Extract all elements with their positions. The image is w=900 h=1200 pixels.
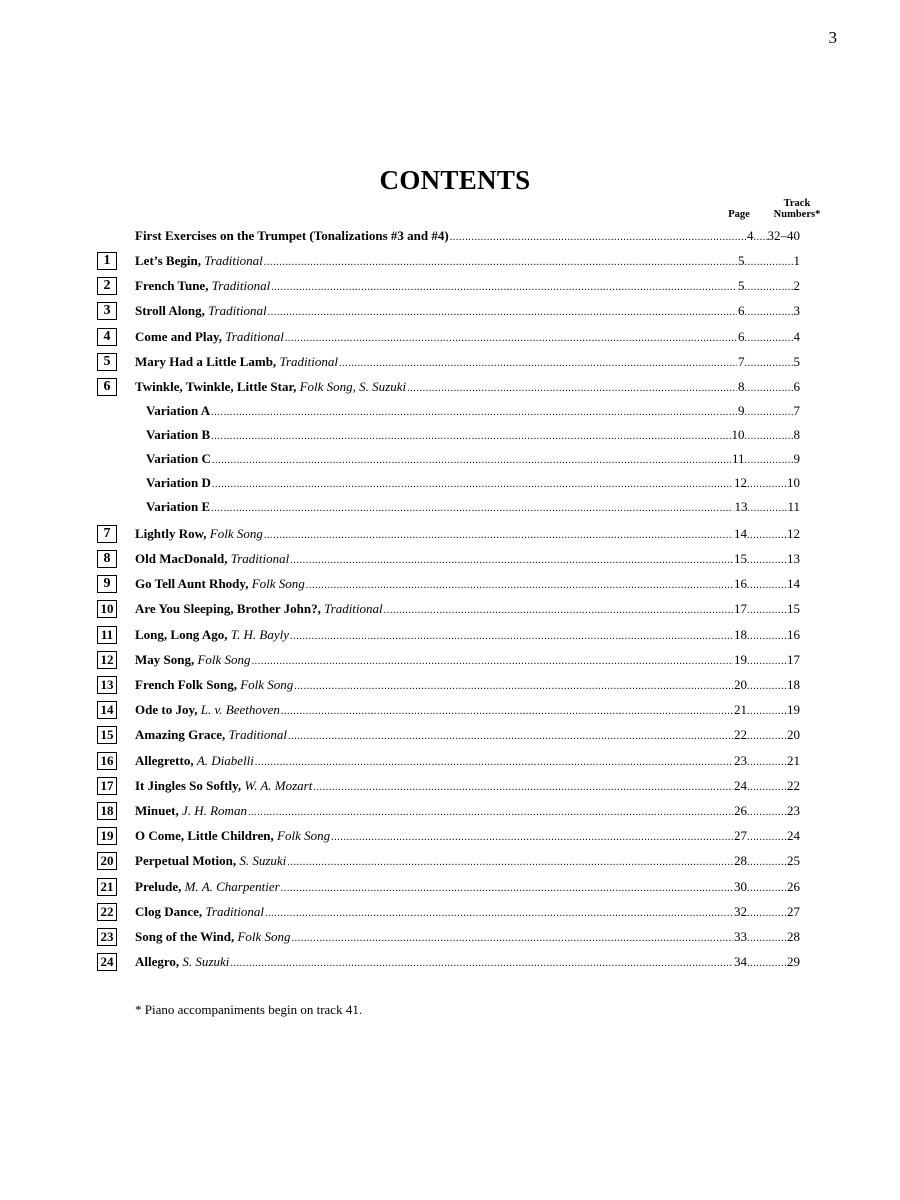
entry-composer: Traditional <box>200 253 263 268</box>
dot-leader <box>281 702 733 718</box>
dot-leader <box>745 451 794 467</box>
entry-track: 18 <box>787 677 800 692</box>
toc-entry <box>0 927 900 947</box>
entry-page: 8 <box>738 379 745 394</box>
entry-number-box: 16 <box>97 752 117 770</box>
entry-line <box>135 879 800 895</box>
entry-number-box: 11 <box>97 626 117 644</box>
toc-entry <box>0 675 900 695</box>
entry-line <box>135 303 800 319</box>
entry-number-box: 13 <box>97 676 117 694</box>
entry-composer: Folk Song <box>236 677 294 692</box>
entry-track: 20 <box>787 727 800 743</box>
toc-entry <box>0 377 900 397</box>
dot-leader <box>747 753 787 769</box>
entry-track: 11 <box>787 499 800 514</box>
track-header-line2: Numbers* <box>773 209 821 220</box>
entry-line <box>146 403 800 419</box>
entry-number-box: 18 <box>97 802 117 820</box>
entry-title: French Tune, <box>135 278 209 294</box>
dot-leader <box>747 778 787 794</box>
dot-leader <box>287 853 733 869</box>
entry-track: 25 <box>787 853 800 869</box>
entry-composer: Folk Song <box>206 525 263 541</box>
entry-composer: Folk Song <box>234 929 291 944</box>
entry-track: 14 <box>787 576 800 592</box>
entry-composer: Traditional <box>320 601 383 617</box>
dot-leader <box>407 379 737 395</box>
entry-line <box>135 677 800 693</box>
entry-composer: S. Suzuki <box>236 853 287 869</box>
entry-number-box: 15 <box>97 726 117 744</box>
dot-leader <box>211 427 730 443</box>
entry-page: 16 <box>734 576 747 592</box>
entry-line <box>135 652 800 668</box>
entry-page: 23 <box>734 752 747 768</box>
toc-entry <box>0 549 900 569</box>
dot-leader <box>252 652 733 668</box>
entry-track: 23 <box>787 803 800 818</box>
entry-number-box: 10 <box>97 600 117 618</box>
entry-composer: Folk Song, S. Suzuki <box>296 379 407 394</box>
entry-number-box: 4 <box>97 328 117 346</box>
toc-entry <box>0 449 900 469</box>
entry-title: Variation C <box>146 451 211 466</box>
entry-composer: Folk Song <box>194 651 251 667</box>
dot-leader <box>745 354 794 370</box>
entry-track: 6 <box>793 379 800 394</box>
entry-page: 28 <box>734 853 747 869</box>
entry-composer: W. A. Mozart <box>241 777 313 793</box>
entry-page: 7 <box>738 353 745 369</box>
toc-entry <box>0 902 900 922</box>
toc-entry <box>0 776 900 796</box>
entry-page: 19 <box>734 651 747 667</box>
entry-page: 5 <box>738 253 745 268</box>
entry-composer: Traditional <box>276 353 338 369</box>
dot-leader <box>747 954 787 970</box>
entry-title: Variation A <box>146 403 211 418</box>
entry-title: Amazing Grace, <box>135 727 226 743</box>
toc-entry <box>0 751 900 771</box>
entry-title: Prelude, <box>135 878 182 894</box>
dot-leader <box>212 451 731 467</box>
dot-leader <box>288 727 733 743</box>
toc-entry <box>0 599 900 619</box>
page-number: 3 <box>828 28 837 47</box>
dot-leader <box>264 253 737 269</box>
toc-entry <box>0 352 900 372</box>
dot-leader <box>384 601 733 617</box>
dot-leader <box>747 551 787 567</box>
dot-leader <box>754 228 768 244</box>
entry-number-box: 5 <box>97 353 117 371</box>
dot-leader <box>747 475 787 491</box>
dot-leader <box>211 499 733 515</box>
entry-title: Long, Long Ago, <box>135 626 228 642</box>
dot-leader <box>747 879 787 895</box>
entry-title: Variation B <box>146 427 211 442</box>
entry-line <box>146 451 800 467</box>
entry-line <box>135 551 800 567</box>
entry-track: 19 <box>787 702 800 718</box>
entry-title: Go Tell Aunt Rhody, <box>135 576 249 592</box>
entry-number-box: 6 <box>97 378 117 396</box>
entry-page: 15 <box>734 551 747 566</box>
entry-title: Are You Sleeping, Brother John?, <box>135 601 321 617</box>
entry-composer: Folk Song <box>248 576 305 592</box>
toc-entry <box>0 952 900 972</box>
entry-number-box: 1 <box>97 252 117 270</box>
entry-page: 33 <box>734 929 747 944</box>
entry-line <box>135 354 800 370</box>
dot-leader <box>212 475 733 491</box>
toc-entry <box>0 574 900 594</box>
entry-number-box: 22 <box>97 903 117 921</box>
dot-leader <box>211 403 737 419</box>
entry-track: 29 <box>787 954 800 970</box>
toc-entry <box>0 700 900 720</box>
entry-track: 5 <box>793 353 800 369</box>
dot-leader <box>747 601 787 617</box>
entry-title: Minuet, <box>135 803 179 818</box>
entry-number-box: 19 <box>97 827 117 845</box>
entry-track: 26 <box>787 878 800 894</box>
dot-leader <box>745 379 794 395</box>
entry-composer: Folk Song <box>273 828 331 844</box>
entry-composer: J. H. Roman <box>178 803 247 818</box>
entry-track: 10 <box>787 475 800 490</box>
toc-entry <box>0 251 900 271</box>
dot-leader <box>290 627 733 643</box>
entry-track: 22 <box>787 777 800 793</box>
entry-number-box: 2 <box>97 277 117 295</box>
toc-entry <box>0 524 900 544</box>
toc-entry <box>0 625 900 645</box>
entry-title: Allegro, <box>135 954 180 970</box>
entry-line <box>135 253 800 269</box>
dot-leader <box>290 551 733 567</box>
entry-track: 21 <box>787 752 800 768</box>
entry-title: Clog Dance, <box>135 903 203 919</box>
dot-leader <box>248 803 733 819</box>
entry-title: First Exercises on the Trumpet (Tonalizations #3 and #4) <box>135 228 449 243</box>
entry-number-box: 17 <box>97 777 117 795</box>
entry-track: 32–40 <box>767 228 800 243</box>
entry-line <box>135 228 800 244</box>
entry-line <box>135 278 800 294</box>
entry-composer: Traditional <box>225 727 288 743</box>
dot-leader <box>747 576 787 592</box>
entry-title: O Come, Little Children, <box>135 828 274 844</box>
entry-title: Stroll Along, <box>135 303 205 319</box>
dot-leader <box>747 828 787 844</box>
entry-page: 26 <box>734 803 747 818</box>
dot-leader <box>747 929 787 945</box>
toc-entry <box>0 276 900 296</box>
toc-entry <box>0 801 900 821</box>
entry-track: 4 <box>793 328 800 344</box>
dot-leader <box>745 329 794 345</box>
dot-leader <box>313 778 733 794</box>
entry-title: Old MacDonald, <box>135 551 228 566</box>
dot-leader <box>306 576 733 592</box>
toc-entry <box>0 327 900 347</box>
dot-leader <box>450 228 746 244</box>
entry-track: 28 <box>787 929 800 944</box>
dot-leader <box>745 253 794 269</box>
entry-composer: Traditional <box>227 551 290 566</box>
entry-page: 4 <box>747 228 754 243</box>
entry-line <box>135 576 800 592</box>
dot-leader <box>747 803 787 819</box>
entry-title: Twinkle, Twinkle, Little Star, <box>135 379 297 394</box>
entry-line <box>146 475 800 491</box>
entry-line <box>135 526 800 542</box>
dot-leader <box>745 403 794 419</box>
dot-leader <box>292 929 733 945</box>
dot-leader <box>230 954 733 970</box>
entry-page: 14 <box>734 525 747 541</box>
entry-line <box>135 803 800 819</box>
dot-leader <box>271 278 737 294</box>
entry-page: 22 <box>734 727 747 743</box>
entry-page: 9 <box>738 403 745 418</box>
entry-number-box: 8 <box>97 550 117 568</box>
entry-track: 2 <box>793 278 800 294</box>
entry-title: Variation D <box>146 475 211 490</box>
toc-entry <box>0 826 900 846</box>
entry-track: 15 <box>787 601 800 617</box>
entry-track: 8 <box>793 427 800 442</box>
entry-title: French Folk Song, <box>135 677 237 692</box>
toc-entry <box>0 226 900 246</box>
entry-line <box>135 954 800 970</box>
entry-page: 30 <box>734 878 747 894</box>
entry-page: 6 <box>738 303 745 319</box>
entry-line <box>135 702 800 718</box>
page-title: CONTENTS <box>379 165 531 195</box>
entry-track: 1 <box>793 253 800 268</box>
dot-leader <box>747 853 787 869</box>
dot-leader <box>745 278 794 294</box>
toc-entry <box>0 497 900 517</box>
entry-track: 13 <box>787 551 800 566</box>
toc-entry <box>0 725 900 745</box>
entry-composer: Traditional <box>204 303 267 319</box>
entry-composer: A. Diabelli <box>193 752 254 768</box>
entry-track: 7 <box>793 403 800 418</box>
entry-track: 9 <box>793 451 800 466</box>
entry-page: 20 <box>734 677 747 692</box>
entry-number-box: 23 <box>97 928 117 946</box>
toc-entry <box>0 401 900 421</box>
entry-track: 27 <box>787 903 800 919</box>
entry-page: 6 <box>738 328 745 344</box>
toc-entry <box>0 301 900 321</box>
entry-composer: L. v. Beethoven <box>197 702 280 718</box>
entry-number-box: 14 <box>97 701 117 719</box>
entry-line <box>135 904 800 920</box>
entry-composer: T. H. Bayly <box>227 626 289 642</box>
dot-leader <box>747 677 787 693</box>
dot-leader <box>745 427 794 443</box>
entry-number-box: 20 <box>97 852 117 870</box>
entry-title: Ode to Joy, <box>135 702 198 718</box>
entry-composer: M. A. Charpentier <box>181 878 280 894</box>
entry-track: 17 <box>787 651 800 667</box>
dot-leader <box>268 303 737 319</box>
entry-number-box: 24 <box>97 953 117 971</box>
entry-title: Perpetual Motion, <box>135 853 237 869</box>
entry-title: Variation E <box>146 499 211 514</box>
dot-leader <box>339 354 737 370</box>
entry-title: Lightly Row, <box>135 525 207 541</box>
toc-entry <box>0 473 900 493</box>
entry-line <box>135 379 800 395</box>
entry-line <box>135 853 800 869</box>
entry-track: 24 <box>787 828 800 844</box>
dot-leader <box>285 329 737 345</box>
entry-title: Song of the Wind, <box>135 929 235 944</box>
entry-title: Let’s Begin, <box>135 253 201 268</box>
entry-composer: Traditional <box>222 328 284 344</box>
entry-page: 11 <box>731 451 745 466</box>
entry-page: 24 <box>734 777 747 793</box>
dot-leader <box>747 727 787 743</box>
dot-leader <box>264 526 733 542</box>
entry-line <box>135 929 800 945</box>
dot-leader <box>747 526 787 542</box>
page-column-header: Page <box>728 209 750 220</box>
track-header-line1: Track <box>783 198 811 209</box>
footnote: * Piano accompaniments begin on track 41. <box>135 1002 363 1017</box>
entry-page: 34 <box>734 954 747 970</box>
toc-entry <box>0 877 900 897</box>
dot-leader <box>281 879 733 895</box>
toc-entry <box>0 425 900 445</box>
entry-track: 3 <box>793 303 800 319</box>
entry-line <box>135 828 800 844</box>
entry-page: 5 <box>738 278 745 294</box>
entry-title: Come and Play, <box>135 328 223 344</box>
entry-track: 12 <box>787 525 800 541</box>
dot-leader <box>745 303 794 319</box>
toc-entry <box>0 851 900 871</box>
dot-leader <box>255 753 733 769</box>
entry-title: Mary Had a Little Lamb, <box>135 353 277 369</box>
entry-number-box: 12 <box>97 651 117 669</box>
entry-title: Allegretto, <box>135 752 194 768</box>
entry-title: May Song, <box>135 651 195 667</box>
entry-line <box>135 329 800 345</box>
entry-number-box: 9 <box>97 575 117 593</box>
dot-leader <box>747 904 787 920</box>
entry-page: 27 <box>734 828 747 844</box>
dot-leader <box>265 904 733 920</box>
dot-leader <box>747 627 787 643</box>
entry-line <box>135 727 800 743</box>
entry-composer: S. Suzuki <box>179 954 230 970</box>
entry-line <box>135 778 800 794</box>
entry-line <box>135 601 800 617</box>
toc-entry <box>0 650 900 670</box>
dot-leader <box>747 652 787 668</box>
entry-number-box: 7 <box>97 525 117 543</box>
dot-leader <box>747 702 787 718</box>
entry-page: 21 <box>734 702 747 718</box>
entry-line <box>146 427 800 443</box>
entry-page: 32 <box>734 903 747 919</box>
entry-composer: Traditional <box>208 278 271 294</box>
dot-leader <box>331 828 733 844</box>
track-column-header <box>766 198 828 220</box>
entry-line <box>135 753 800 769</box>
dot-leader <box>294 677 733 693</box>
entry-track: 16 <box>787 626 800 642</box>
entry-title: It Jingles So Softly, <box>135 777 242 793</box>
entry-line <box>146 499 800 515</box>
entry-page: 10 <box>731 427 745 442</box>
dot-leader <box>747 499 787 515</box>
entry-composer: Traditional <box>202 903 264 919</box>
entry-line <box>135 627 800 643</box>
entry-number-box: 21 <box>97 878 117 896</box>
entry-page: 12 <box>734 475 747 490</box>
entry-page: 17 <box>734 601 747 617</box>
entry-page: 18 <box>734 626 747 642</box>
entry-number-box: 3 <box>97 302 117 320</box>
entry-page: 13 <box>734 499 748 514</box>
